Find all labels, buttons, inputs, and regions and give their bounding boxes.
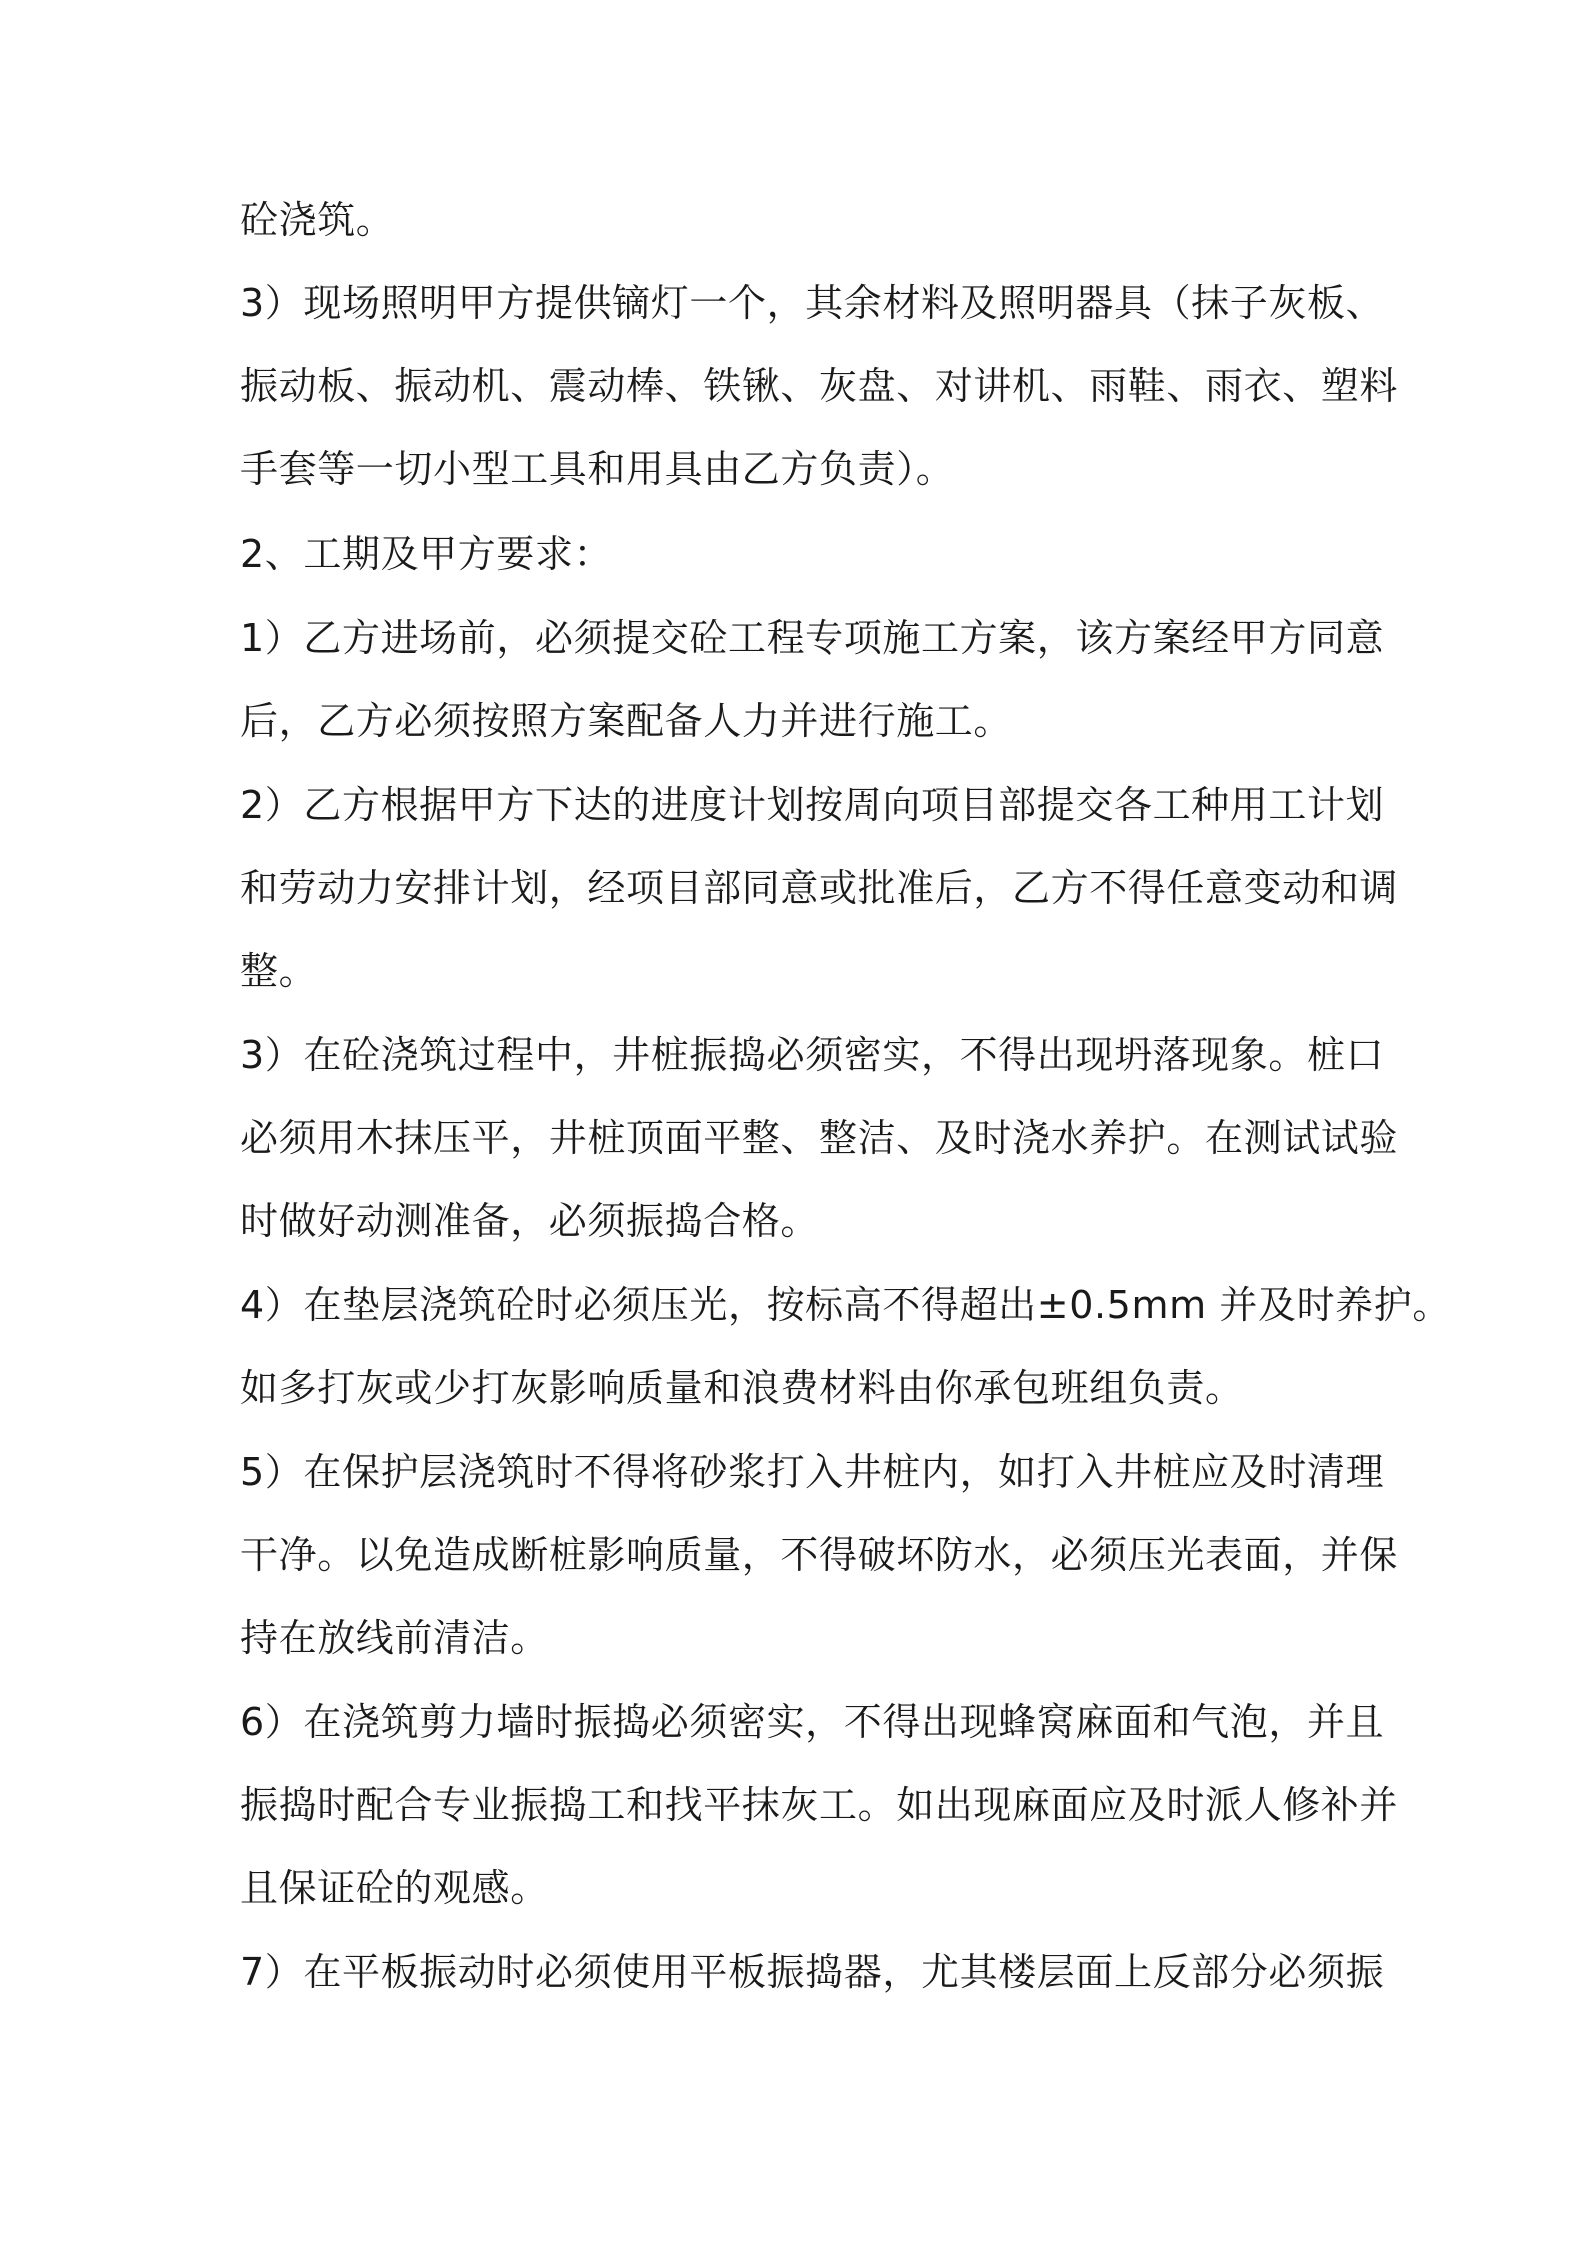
text-line: 3）在砼浇筑过程中，井桩振捣必须密实，不得出现坍落现象。桩口 <box>240 1033 1385 1077</box>
text-line: 振动板、振动机、震动棒、铁锹、灰盘、对讲机、雨鞋、雨衣、塑料 <box>240 364 1399 408</box>
text-line: 7）在平板振动时必须使用平板振捣器，尤其楼层面上反部分必须振 <box>240 1950 1385 1994</box>
text-line: 且保证砼的观感。 <box>240 1866 549 1910</box>
text-line: 和劳动力安排计划，经项目部同意或批准后，乙方不得任意变动和调 <box>240 866 1399 910</box>
section-heading: 2、工期及甲方要求： <box>240 532 613 576</box>
text-line: 砼浇筑。 <box>240 198 395 242</box>
text-line: 整。 <box>240 949 318 993</box>
text-line: 3）现场照明甲方提供镝灯一个，其余材料及照明器具（抹子灰板、 <box>240 281 1385 325</box>
text-line: 时做好动测准备，必须振捣合格。 <box>240 1199 820 1243</box>
text-line: 后，乙方必须按照方案配备人力并进行施工。 <box>240 699 1013 743</box>
text-line: 5）在保护层浇筑时不得将砂浆打入井桩内，如打入井桩应及时清理 <box>240 1450 1385 1494</box>
text-line: 持在放线前清洁。 <box>240 1616 549 1660</box>
text-line: 6）在浇筑剪力墙时振捣必须密实，不得出现蜂窝麻面和气泡，并且 <box>240 1700 1385 1744</box>
text-line: 振捣时配合专业振捣工和找平抹灰工。如出现麻面应及时派人修补并 <box>240 1783 1399 1827</box>
text-line: 2）乙方根据甲方下达的进度计划按周向项目部提交各工种用工计划 <box>240 783 1385 827</box>
text-line: 必须用木抹压平，井桩顶面平整、整洁、及时浇水养护。在测试试验 <box>240 1116 1399 1160</box>
text-line: 如多打灰或少打灰影响质量和浪费材料由你承包班组负责。 <box>240 1366 1244 1410</box>
text-line: 1）乙方进场前，必须提交砼工程专项施工方案，该方案经甲方同意 <box>240 616 1385 660</box>
text-line: 4）在垫层浇筑砼时必须压光，按标高不得超出±0.5mm 并及时养护。 <box>240 1283 1451 1327</box>
text-line: 手套等一切小型工具和用具由乙方负责）。 <box>240 447 955 491</box>
text-line: 干净。以免造成断桩影响质量，不得破坏防水，必须压光表面，并保 <box>240 1533 1399 1577</box>
